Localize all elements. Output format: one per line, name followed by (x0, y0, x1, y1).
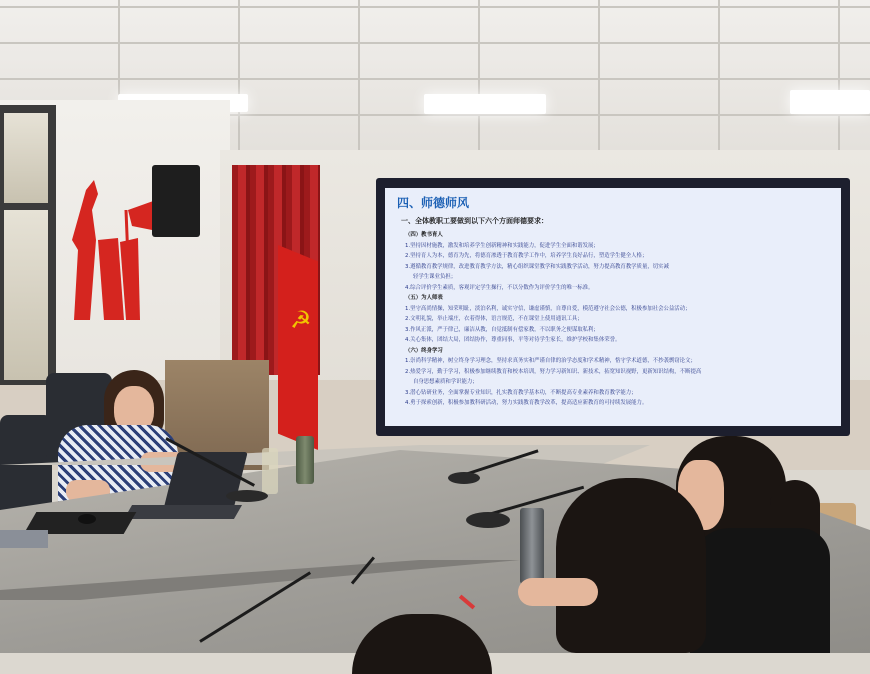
slide (385, 188, 841, 426)
slide-line: 1.崇尚科学精神，树立终身学习理念，坚持求真务实和严谨自律的治学态度和学术精神，恪守学术道德，不抄袭剽窃论文； (405, 358, 696, 364)
ceiling-light (424, 94, 546, 114)
red-statue-emblem (68, 180, 158, 320)
laptop-keyboard (124, 505, 242, 519)
thermos-bottle (296, 436, 314, 484)
listener-hair (556, 478, 706, 653)
glass-cup (262, 448, 278, 494)
thermos-bottle (520, 508, 544, 584)
slide-line: 2.文明礼貌，举止端庄，衣着得体，语言规范，不在课堂上使用通讯工具； (405, 316, 583, 322)
wall-speaker (152, 165, 200, 237)
slide-line: 轻学生课业负担； (413, 274, 457, 280)
slide-subtitle: 一、全体教职工要做到以下六个方面师德要求： (401, 217, 548, 225)
slide-line: 3.作风正派，严于律己，廉洁从教，自觉抵制有偿家教，不以职务之便谋取私利； (405, 326, 599, 333)
slide-line: 自身思想素质和学识能力； (413, 379, 478, 385)
mouse (78, 514, 96, 524)
microphone-base (466, 512, 510, 528)
slide-line: 3.潜心钻研业务，全面掌握专业知识，扎实教育教学基本功，不断提高专业素养和教育教学能力； (405, 389, 637, 396)
slide-line: （六）终身学习 (405, 347, 443, 354)
slide-line: 1.坚守高尚情操，知荣明耻，淡泊名利，诚实守信，谦虚谨慎，自尊自爱，模范遵守社会公德，积极参加社会公益活动； (405, 305, 691, 312)
slide-line: 2.热爱学习，勤于学习，积极参加继续教育和校本培训，努力学习新知识、新技术，拓宽知识视野，更新知识结构，不断提高 (405, 368, 702, 375)
flag-emblem-icon: ☭ (290, 306, 312, 334)
slide-line: （四）教书育人 (405, 232, 443, 238)
slide-line: 1.坚持因材施教，激发和培养学生创新精神和实践能力，促进学生全面和谐发展； (405, 242, 599, 249)
notebook (0, 530, 48, 548)
slide-line: 4.综合评价学生素质，客观评定学生操行，不以分数作为评价学生的唯一标准。 (405, 284, 594, 291)
window (0, 105, 56, 385)
microphone-base (448, 472, 480, 484)
slide-line: 4.关心集体，团结大局，团结协作，尊重同事，平等对待学生家长，维护学校和集体荣誉。 (405, 337, 621, 343)
slide-line: 4.勇于探索创新，积极参加教科研活动，努力实践教育教学改革，提高适应新教育的可持续发展能力。 (405, 400, 648, 406)
slide-line: 2.坚持育人为本，德育为先，将德育渗透于教育教学工作中，培养学生良好品行，塑造学生健全人格； (405, 253, 648, 259)
red-flag (278, 245, 318, 450)
slide-line: 3.遵循教育教学规律，改进教育教学方法，精心组织课堂教学和实践教学活动，努力提高教育教学质量，切实减 (405, 263, 669, 270)
slide-title: 四、师德师风 (397, 196, 470, 210)
ceiling-light (790, 90, 870, 114)
listener-body (690, 528, 830, 653)
listener-hand (518, 578, 598, 606)
slide-line: （五）为人师表 (405, 295, 443, 301)
microphone-base (226, 490, 268, 502)
